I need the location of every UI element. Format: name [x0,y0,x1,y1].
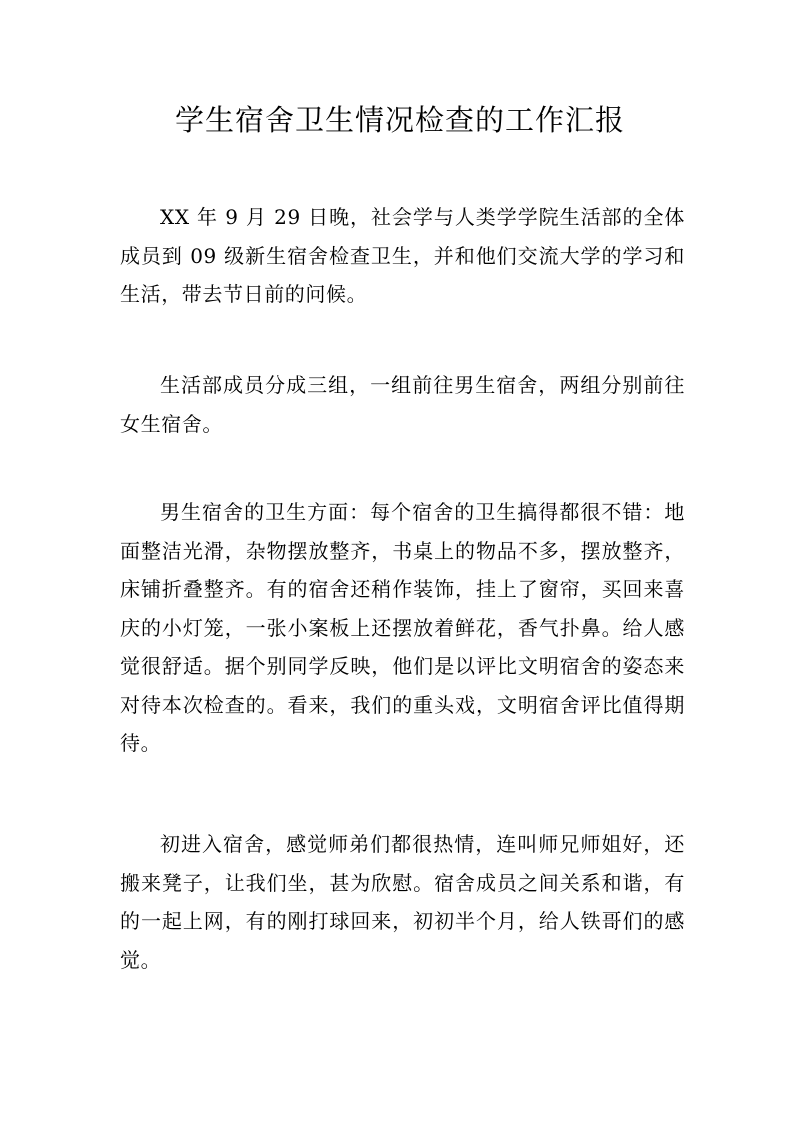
document-title: 学生宿舍卫生情况检查的工作汇报 [174,103,625,137]
paragraph-group-division: 生活部成员分成三组，一组前往男生宿舍，两组分别前往女生宿舍。 [120,373,685,436]
paragraph-male-dorm-hygiene: 男生宿舍的卫生方面：每个宿舍的卫生搞得都很不错：地面整洁光滑，杂物摆放整齐，书桌上的物品不多，摆放整齐，床铺折叠整齐。有的宿舍还稍作装饰，挂上了窗帘，买回来喜庆的小灯笼，一张小案板上还摆放着鲜花，香气扑鼻。给人感觉很舒适。据个别同学反映，他们是以评比文明宿舍的姿态来对待本次检查的。看来，我们的重头戏，文明宿舍评比值得期待。 [120,500,685,755]
paragraph-first-impression: 初进入宿舍，感觉师弟们都很热情，连叫师兄师姐好，还搬来凳子，让我们坐，甚为欣慰。宿舍成员之间关系和谐，有的一起上网，有的刚打球回来，初初半个月，给人铁哥们的感觉。 [120,832,685,972]
paragraph-inspection-overview: XX 年 9 月 29 日晚，社会学与人类学学院生活部的全体成员到 09 级新生宿舍检查卫生，并和他们交流大学的学习和生活，带去节日前的问候。 [120,205,685,306]
